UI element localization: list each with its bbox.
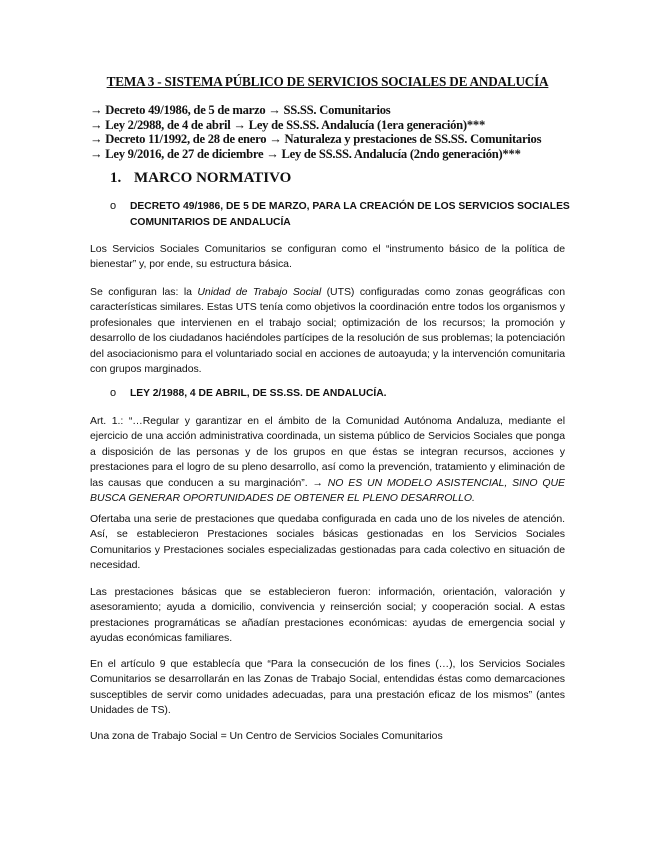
paragraph: Ofertaba una serie de prestaciones que quedaba configurada en cada uno de los niveles de atención. Así, se establecieron Prestaciones sociales básicas gestionadas en los Servicios Sociales Comunitarios y Prestaciones sociales especializadas gestionadas para cada colectivo en situación de necesidad.	[90, 513, 565, 572]
text-run: (UTS) configuradas como zonas geográficas con características similares. Estas UTS tenía como objetivos la coordinación entre todos los organismos y profesionales que intervienen en el trabajo social; optimización de los recursos; la promoción y desarrollo de los ciudadanos haciéndoles partícipes de la resolución de sus problemas; la potenciación del asociacionismo para el voluntariado social en acciones de autoayuda; y la intervención comunitaria con grupos marginados.	[90, 286, 565, 376]
paragraph: Las prestaciones básicas que se establecieron fueron: información, orientación, valoración y asesoramiento; ayuda a domicilio, convivencia y reinserción social; y cooperación social. A estas prestaciones programáticas se añadían prestaciones económicas: ayudas de emergencia social y ayudas económicas familiares.	[90, 586, 565, 645]
italic-term: Unidad de Trabajo Social	[197, 286, 322, 298]
law-item: → Decreto 49/1986, de 5 de marzo → SS.SS. Comunitarios	[90, 103, 391, 117]
law-item: → Ley 9/2016, de 27 de diciembre → Ley de SS.SS. Andalucía (2ndo generación)***	[90, 146, 521, 161]
paragraph: Una zona de Trabajo Social = Un Centro de Servicios Sociales Comunitarios	[90, 730, 443, 742]
bullet-icon: o	[110, 387, 117, 399]
document-title: TEMA 3 - SISTEMA PÚBLICO DE SERVICIOS SOCIALES DE ANDALUCÍA	[106, 74, 549, 89]
text-run: Se configuran las: la	[90, 286, 198, 298]
bullet-icon: o	[110, 200, 117, 212]
italic-emphasis: → NO ES UN MODELO ASISTENCIAL, SINO QUE BUSCA GENERAR OPORTUNIDADES DE OBTENER EL PLENO DESARROLLO.	[90, 476, 565, 505]
paragraph: En el artículo 9 que establecía que “Para la consecución de los fines (…), los Servicios Sociales Comunitarios se desarrollarán en las Zonas de Trabajo Social, entendidas éstas como demarcaciones susceptibles de servir como unidades adecuadas, para una prestación eficaz de los mismos” (antes Unidades de TS).	[90, 658, 565, 717]
paragraph	[90, 414, 565, 506]
subsection-title: LEY 2/1988, 4 DE ABRIL, DE SS.SS. DE ANDALUCÍA.	[130, 388, 387, 399]
paragraph	[90, 285, 565, 377]
paragraph: Los Servicios Sociales Comunitarios se configuran como el “instrumento básico de la política de bienestar” y, por ende, su estructura básica.	[90, 243, 565, 271]
law-item: → Decreto 11/1992, de 28 de enero → Naturaleza y prestaciones de SS.SS. Comunitarios	[90, 132, 542, 147]
section-number: 1.	[110, 170, 122, 186]
subsection-title: DECRETO 49/1986, DE 5 DE MARZO, PARA LA CREACIÓN DE LOS SERVICIOS SOCIALES COMUNITARIOS DE ANDALUCÍA	[130, 201, 570, 228]
section-heading	[110, 170, 291, 187]
text-run: Art. 1.: “…Regular y garantizar en el ámbito de la Comunidad Autónoma Andaluza, mediante el ejercicio de una acción administrativa coordinada, un sistema público de Servicios Sociales que ponga a disposición de las personas y de los grupos en que éstas se integran recursos, acciones y prestaciones para el logro de su pleno desarrollo, así como la prevención, tratamiento y eliminación de las causas que conducen a su marginación”.	[90, 415, 565, 489]
laws-list	[90, 103, 541, 161]
section-title: MARCO NORMATIVO	[134, 170, 292, 186]
law-item: → Ley 2/2988, de 4 de abril → Ley de SS.SS. Andalucía (1era generación)***	[90, 117, 486, 132]
